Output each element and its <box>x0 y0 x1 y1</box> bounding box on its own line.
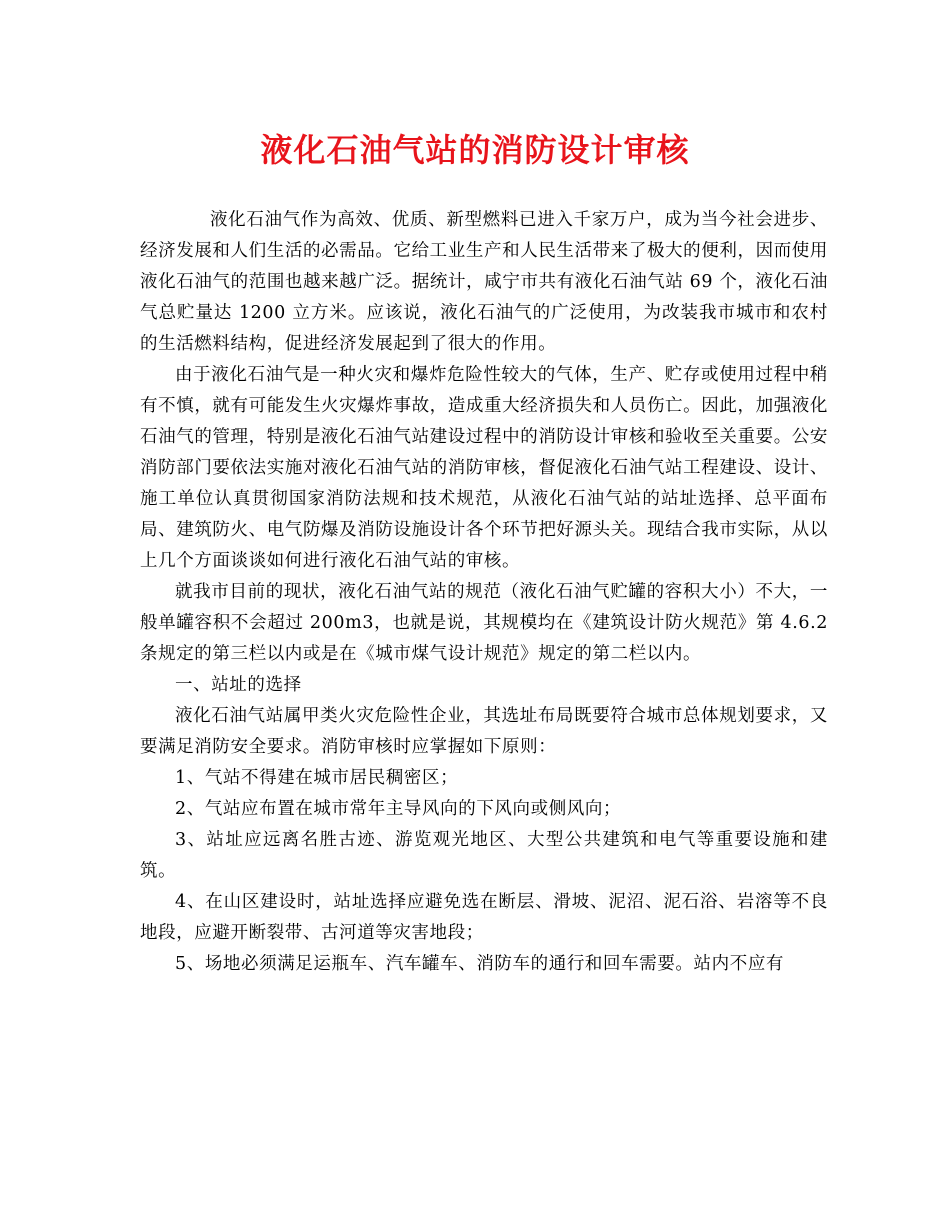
document-title: 液化石油气站的消防设计审核 <box>260 131 690 169</box>
list-item-5: 5、场地必须满足运瓶车、汽车罐车、消防车的通行和回车需要。站内不应有 <box>175 954 785 974</box>
paragraph-status: 就我市目前的现状，液化石油气站的规范（液化石油气贮罐的容积大小）不大，一般单罐容积不会超过 200m3，也就是说，其规模均在《建筑设计防火规范》第 4.6.2 条规定的第三栏以内或是在《城市煤气设计规范》规定的第二栏以内。 <box>140 582 828 664</box>
list-item-1: 1、气站不得建在城市居民稠密区； <box>175 768 459 788</box>
paragraph-site-principles: 液化石油气站属甲类火灾危险性企业，其选址布局既要符合城市总体规划要求，又要满足消防安全要求。消防审核时应掌握如下原则： <box>140 706 828 757</box>
document-body <box>140 200 828 980</box>
paragraph-intro: 液化石油气作为高效、优质、新型燃料已进入千家万户，成为当今社会进步、经济发展和人们生活的必需品。它给工业生产和人民生活带来了极大的便利，因而使用液化石油气的范围也越来越广泛。据统计，咸宁市共有液化石油气站 69 个，液化石油气总贮量达 1200 立方米。应该说，液化石油气的广泛使用，为改装我市城市和农村的生活燃料结构，促进经济发展起到了很大的作用。 <box>140 210 828 354</box>
section-heading-site-selection: 一、站址的选择 <box>175 675 302 695</box>
list-item-2: 2、气站应布置在城市常年主导风向的下风向或侧风向； <box>175 799 622 819</box>
list-item-3: 3、站址应远离名胜古迹、游览观光地区、大型公共建筑和电气等重要设施和建筑。 <box>140 830 828 881</box>
list-item-4: 4、在山区建设时，站址选择应避免选在断层、滑坡、泥沼、泥石浴、岩溶等不良地段，应避开断裂带、古河道等灾害地段； <box>140 892 828 943</box>
paragraph-hazard: 由于液化石油气是一种火灾和爆炸危险性较大的气体，生产、贮存或使用过程中稍有不慎，就有可能发生火灾爆炸事故，造成重大经济损失和人员伤亡。因此，加强液化石油气的管理，特别是液化石油气站建设过程中的消防设计审核和验收至关重要。公安消防部门要依法实施对液化石油气站的消防审核，督促液化石油气站工程建设、设计、施工单位认真贯彻国家消防法规和技术规范，从液化石油气站的站址选择、总平面布局、建筑防火、电气防爆及消防设施设计各个环节把好源头关。现结合我市实际，从以上几个方面谈谈如何进行液化石油气站的审核。 <box>140 365 828 571</box>
